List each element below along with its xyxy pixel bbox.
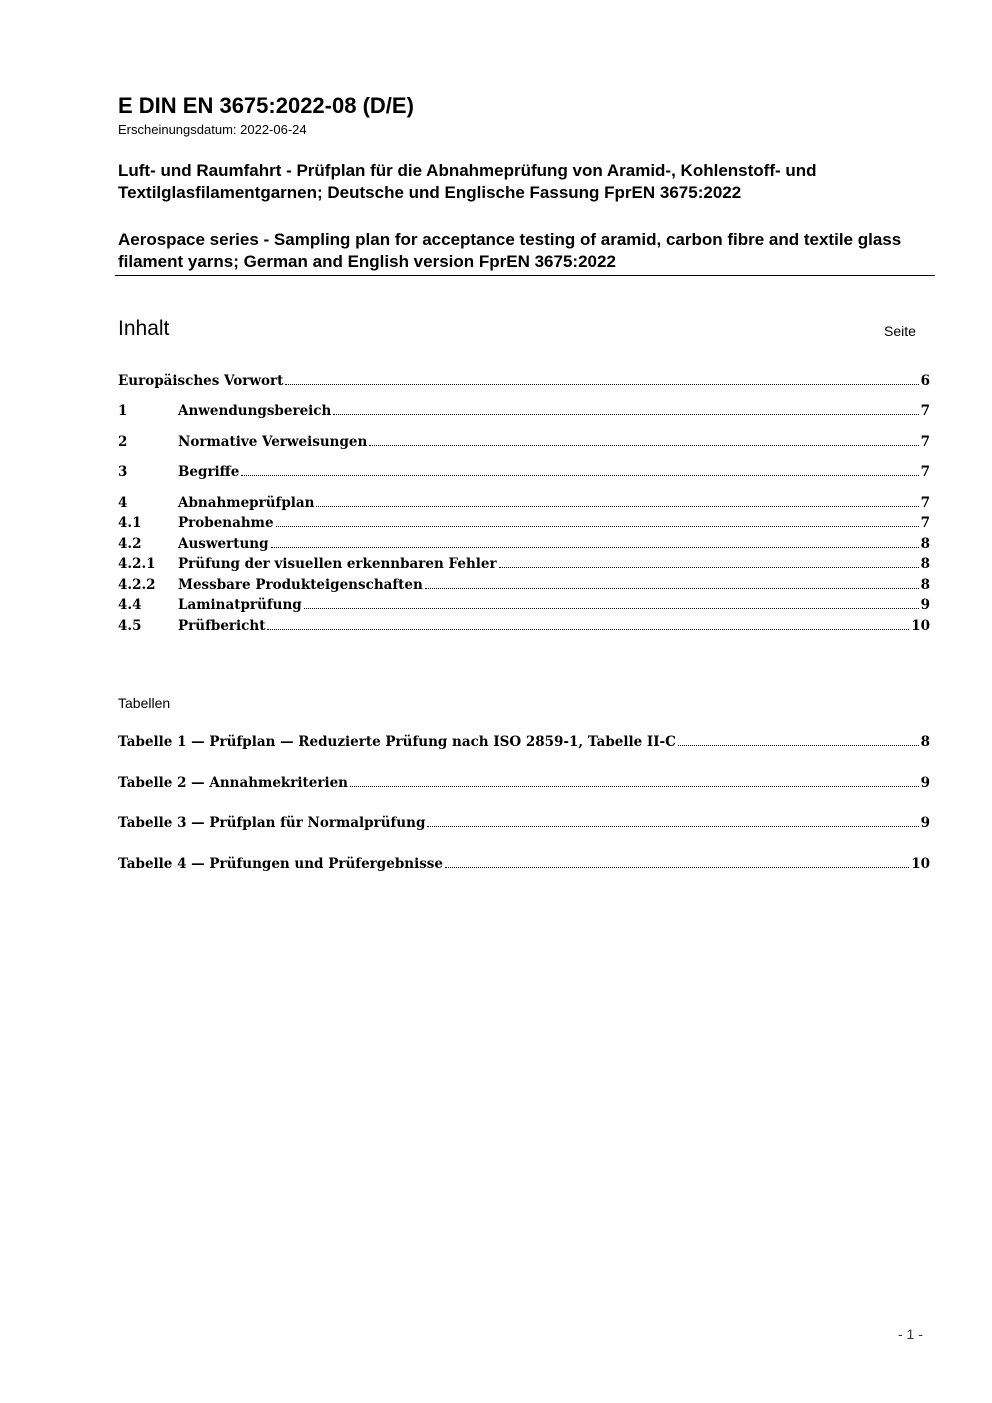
toc-entry[interactable] (118, 513, 930, 533)
toc-entry-title: Anwendungsbereich (178, 403, 332, 419)
toc-entry-number: 4.1 (118, 515, 142, 531)
toc-heading: Inhalt (118, 317, 170, 340)
toc-entry-title: Auswertung (178, 536, 269, 552)
toc-entry-title: Prüfung der visuellen erkennbaren Fehler (178, 556, 497, 572)
toc-entry[interactable] (118, 595, 930, 615)
page-column-label: Seite (884, 323, 916, 339)
toc-entry[interactable] (118, 534, 930, 554)
toc-entry[interactable] (118, 371, 930, 391)
dot-leader (425, 588, 919, 589)
table-entry-page: 8 (920, 734, 930, 750)
dot-leader (499, 567, 919, 568)
page-number: - 1 - (898, 1326, 923, 1342)
dot-leader (445, 867, 909, 868)
table-entry[interactable] (118, 773, 930, 793)
toc-entry-number: 4.2 (118, 536, 142, 552)
toc-entry-number: 4.5 (118, 618, 142, 634)
toc-entry-page: 7 (920, 403, 930, 419)
header-divider (115, 275, 935, 276)
toc-entry[interactable] (118, 462, 930, 482)
dot-leader (369, 445, 918, 446)
toc-entry-number: 1 (118, 403, 128, 419)
dot-leader (241, 475, 918, 476)
toc-entry-title: Probenahme (178, 515, 274, 531)
dot-leader (285, 384, 918, 385)
toc-entry-number: 2 (118, 434, 128, 450)
title-english: Aerospace series - Sampling plan for acceptance testing of aramid, carbon fibre and textile glass filament yarns; German and English version FprEN 3675:2022 (118, 230, 902, 271)
document-id: E DIN EN 3675:2022-08 (D/E) (118, 93, 414, 118)
toc-entry-page: 9 (920, 597, 930, 613)
dot-leader (276, 526, 919, 527)
toc-entry-number: 3 (118, 464, 128, 480)
toc-entry-title: Normative Verweisungen (178, 434, 368, 450)
toc-entry-page: 8 (920, 556, 930, 572)
table-entry-page: 9 (920, 815, 930, 831)
publication-date: Erscheinungsdatum: 2022-06-24 (118, 122, 307, 137)
toc-entry[interactable] (118, 493, 930, 513)
toc-entry[interactable] (118, 401, 930, 421)
tables-heading: Tabellen (118, 695, 171, 711)
table-entry-title: Tabelle 1 — Prüfplan — Reduzierte Prüfung nach ISO 2859-1, Tabelle II-C (118, 734, 676, 750)
dot-leader (678, 745, 919, 746)
toc-entry[interactable] (118, 554, 930, 574)
toc-entry-page: 8 (920, 536, 930, 552)
toc-entry-title: Messbare Produkteigenschaften (178, 577, 423, 593)
dot-leader (267, 629, 909, 630)
table-entry-title: Tabelle 3 — Prüfplan für Normalprüfung (118, 815, 426, 831)
dot-leader (350, 786, 919, 787)
table-entry-title: Tabelle 4 — Prüfungen und Prüfergebnisse (118, 856, 443, 872)
toc-entry-page: 6 (920, 373, 930, 389)
toc-entry-number: 4.4 (118, 597, 142, 613)
table-entry-title: Tabelle 2 — Annahmekriterien (118, 775, 348, 791)
toc-entry-number: 4.2.2 (118, 577, 156, 593)
toc-entry[interactable] (118, 616, 930, 636)
dot-leader (271, 547, 919, 548)
toc-entry-number: 4.2.1 (118, 556, 156, 572)
title-german: Luft- und Raumfahrt - Prüfplan für die Abnahmeprüfung von Aramid-, Kohlenstoff- und Textilglasfilamentgarnen; Deutsche und Englische Fassung FprEN 3675:2022 (118, 161, 817, 202)
dot-leader (333, 414, 918, 415)
toc-entry-page: 7 (920, 495, 930, 511)
toc-entry-title: Europäisches Vorwort (118, 373, 284, 389)
toc-entry[interactable] (118, 575, 930, 595)
table-entry[interactable] (118, 732, 930, 752)
toc-entry-page: 10 (911, 618, 930, 634)
toc-entry-page: 7 (920, 434, 930, 450)
table-entry[interactable] (118, 813, 930, 833)
table-entry-page: 10 (911, 856, 930, 872)
toc-entry-title: Laminatprüfung (178, 597, 302, 613)
table-entry[interactable] (118, 854, 930, 874)
dot-leader (316, 506, 918, 507)
toc-entry-page: 7 (920, 464, 930, 480)
dot-leader (427, 826, 918, 827)
toc-entry-number: 4 (118, 495, 128, 511)
toc-entry-title: Prüfbericht (178, 618, 266, 634)
toc-entry-title: Begriffe (178, 464, 240, 480)
table-entry-page: 9 (920, 775, 930, 791)
toc-entry-page: 7 (920, 515, 930, 531)
toc-entry-title: Abnahmeprüfplan (178, 495, 315, 511)
toc-entry[interactable] (118, 432, 930, 452)
dot-leader (304, 608, 919, 609)
toc-entry-page: 8 (920, 577, 930, 593)
